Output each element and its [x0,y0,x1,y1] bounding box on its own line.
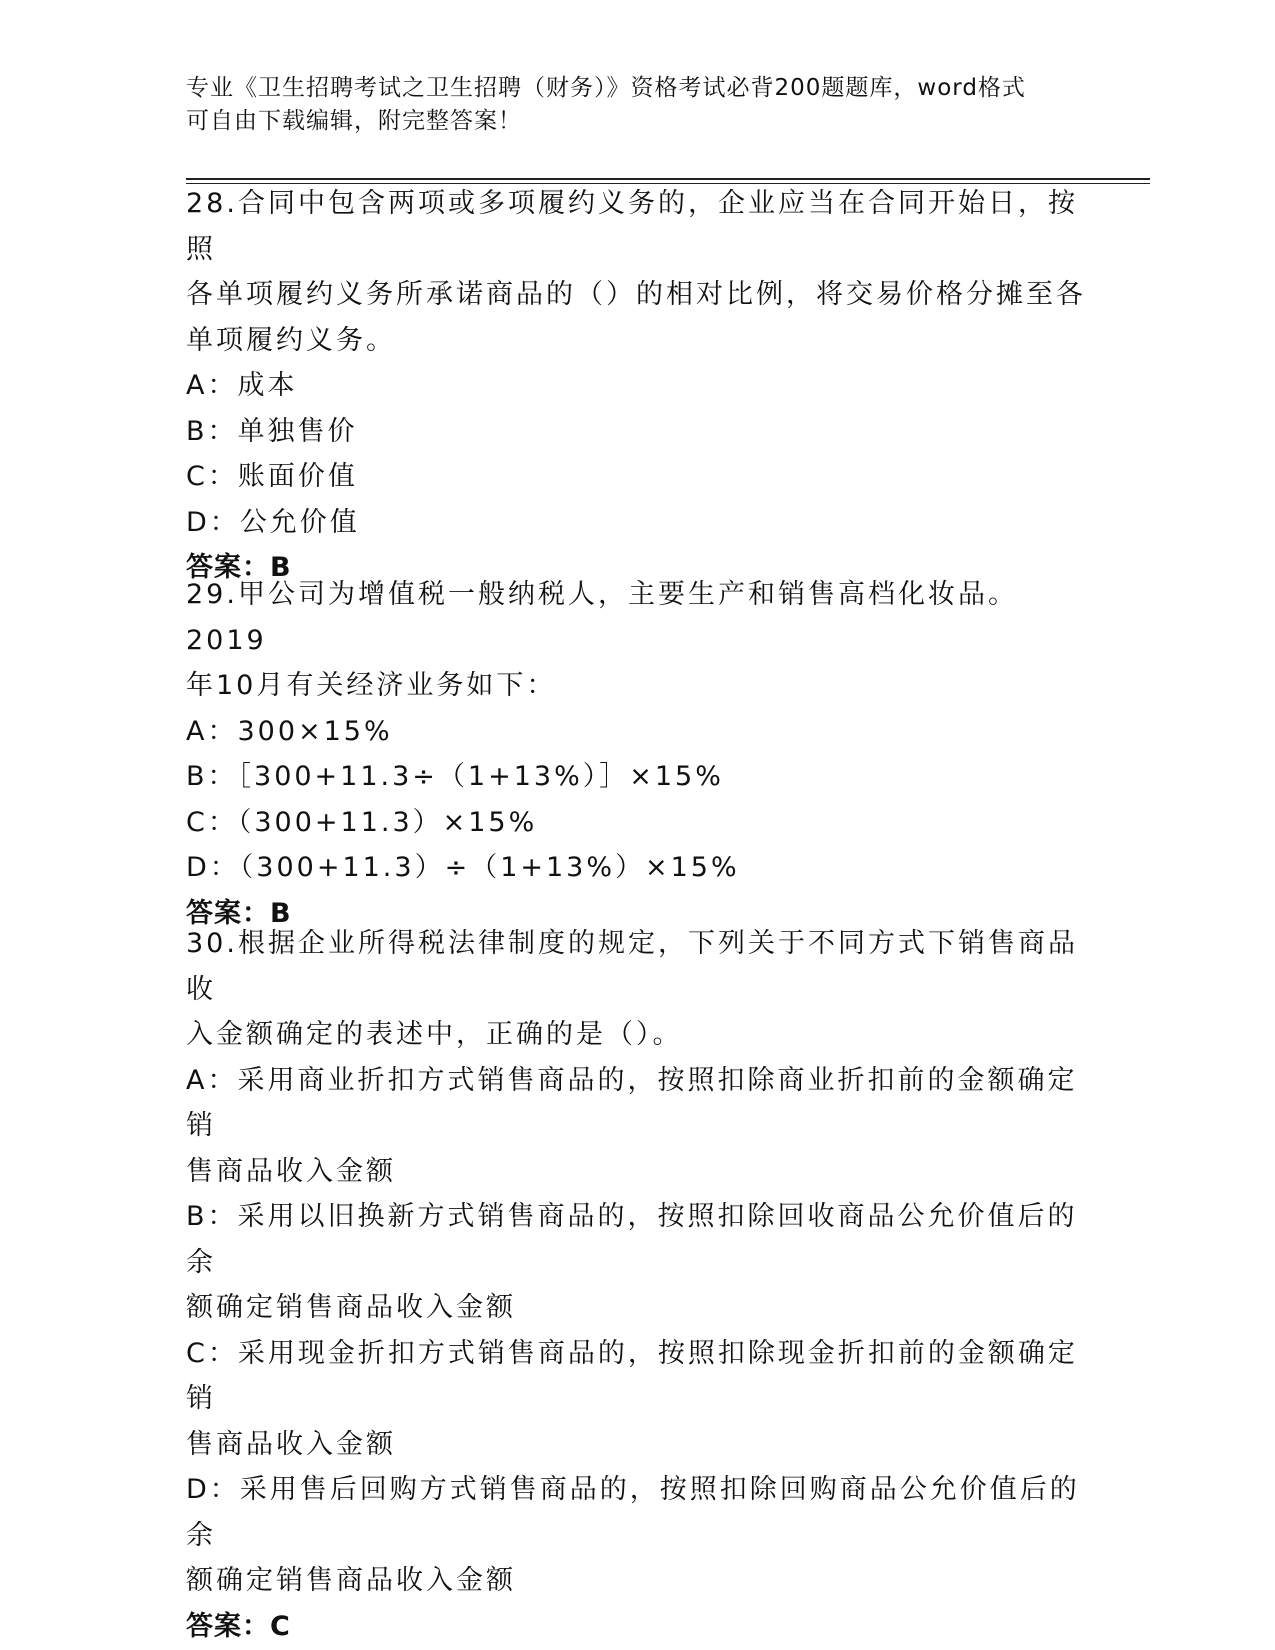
question-stem-line: 年10月有关经济业务如下： [186,670,557,701]
option-b: B：［300+11.3÷（1+13%）］×15% [186,761,724,792]
option-d: D：公允价值 [186,506,360,538]
question-30 [186,921,1086,1649]
option-a-continued: 售商品收入金额 [186,1155,396,1187]
question-28 [186,181,1086,591]
option-b-continued: 额确定销售商品收入金额 [186,1292,516,1323]
option-a: A：采用商业折扣方式销售商品的，按照扣除商业折扣前的金额确定销 [186,1064,1078,1141]
question-stem-line: 30.根据企业所得税法律制度的规定，下列关于不同方式下销售商品收 [186,928,1078,1005]
option-b: B：单独售价 [186,415,358,447]
answer: 答案：C [186,1610,291,1642]
option-d-continued: 额确定销售商品收入金额 [186,1565,516,1596]
question-stem-line: 入金额确定的表述中，正确的是（）。 [186,1019,683,1050]
option-a: A：成本 [186,370,298,401]
option-c: C：账面价值 [186,461,358,492]
question-stem-line: 28.合同中包含两项或多项履约义务的，企业应当在合同开始日，按照 [186,188,1078,265]
question-stem-line: 单项履约义务。 [186,324,396,356]
question-29 [186,572,1086,936]
answer: 答案：B [186,897,292,929]
option-b: B：采用以旧换新方式销售商品的，按照扣除回收商品公允价值后的余 [186,1201,1078,1278]
header-divider-thick [186,178,1150,180]
header-line-1: 专业《卫生招聘考试之卫生招聘（财务）》资格考试必背200题题库，word格式 [186,75,1026,101]
option-c: C：（300+11.3）×15% [186,806,538,838]
option-d: D：（300+11.3）÷（1+13%）×15% [186,852,740,883]
option-c: C：采用现金折扣方式销售商品的，按照扣除现金折扣前的金额确定销 [186,1337,1078,1414]
question-stem-line: 各单项履约义务所承诺商品的（）的相对比例，将交易价格分摊至各 [186,279,1086,310]
answer: 答案：B [186,552,292,583]
option-c-continued: 售商品收入金额 [186,1428,396,1460]
header-line-2: 可自由下载编辑，附完整答案！ [186,108,522,134]
question-stem-line: 29.甲公司为增值税一般纳税人，主要生产和销售高档化妆品。2019 [186,579,1018,656]
option-d: D：采用售后回购方式销售商品的，按照扣除回购商品公允价值后的余 [186,1474,1080,1551]
document-header [186,72,1086,138]
option-a: A：300×15% [186,715,393,747]
